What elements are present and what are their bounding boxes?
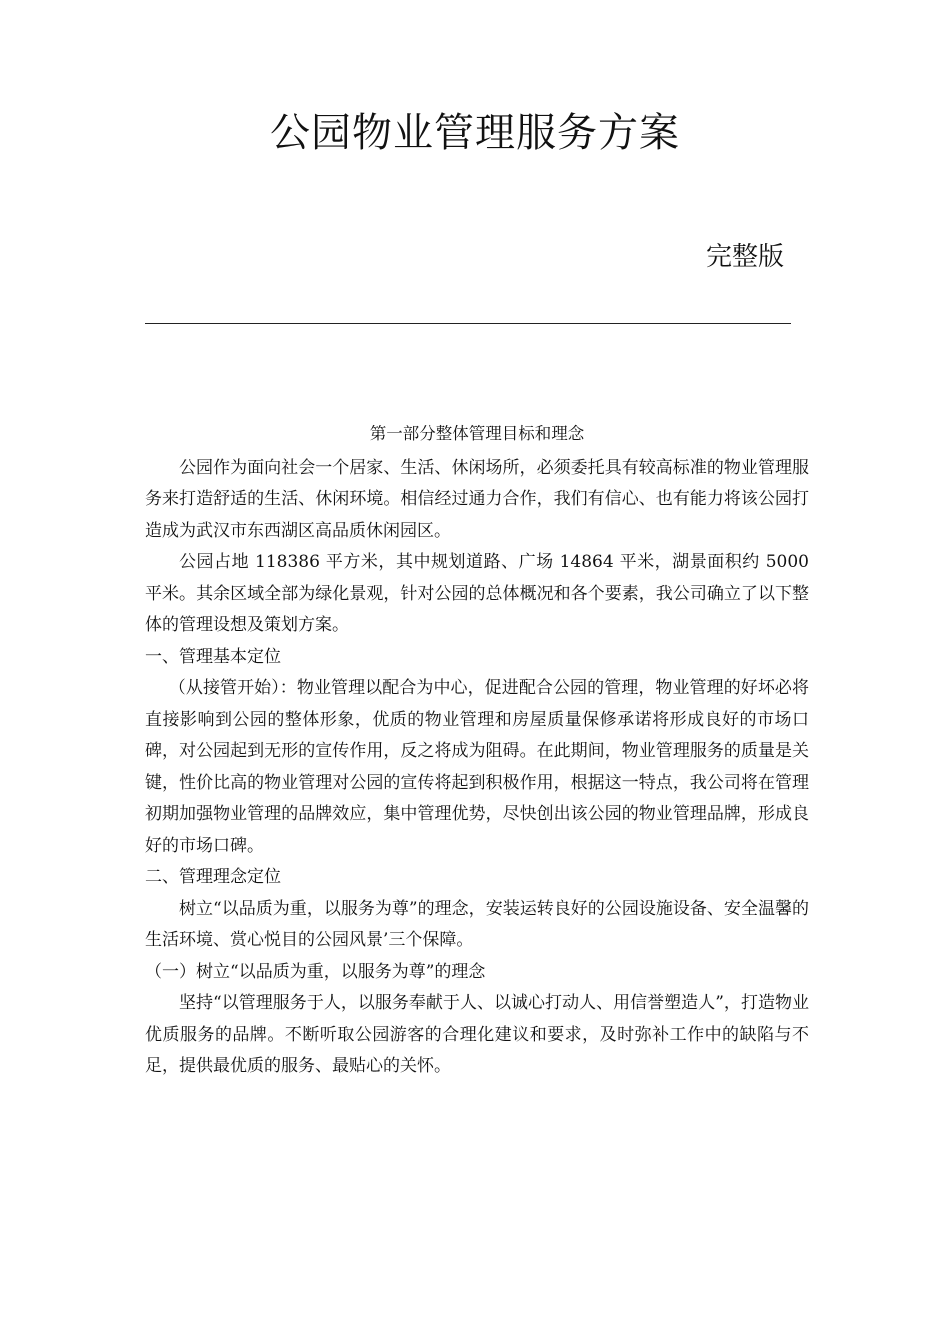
paragraph-4: 树立“以品质为重，以服务为尊”的理念，安装运转良好的公园设施设备、安全温馨的生活环境、赏心悦目的公园风景’三个保障。 — [145, 898, 809, 950]
section-heading-2: 二、管理理念定位 — [145, 867, 281, 887]
document-title: 公园物业管理服务方案 — [270, 110, 680, 156]
section-heading-1: 一、管理基本定位 — [145, 646, 281, 667]
title-divider — [145, 323, 791, 324]
document-subtitle: 完整版 — [706, 242, 785, 272]
subsection-heading-1: （一）树立“以品质为重，以服务为尊”的理念 — [145, 961, 486, 982]
paragraph-1: 公园作为面向社会一个居家、生活、休闲场所，必须委托具有较高标准的物业管理服务来打造舒适的生活、休闲环境。相信经过通力合作，我们有信心、也有能力将该公园打造成为武汉市东西湖区高品质休闲园区。 — [145, 457, 809, 541]
document-body — [145, 418, 809, 1083]
paragraph-3: （从接管开始）：物业管理以配合为中心，促进配合公园的管理，物业管理的好坏必将直接影响到公园的整体形象，优质的物业管理和房屋质量保修承诺将形成良好的市场口碑，对公园起到无形的宣传作用，反之将成为阻碍。在此期间，物业管理服务的质量是关键，性价比高的物业管理对公园的宣传将起到积极作用，根据这一特点，我公司将在管理初期加强物业管理的品牌效应，集中管理优势，尽快创出该公园的物业管理品牌，形成良好的市场口碑。 — [145, 678, 809, 856]
paragraph-5: 坚持“以管理服务于人，以服务奉献于人、以诚心打动人、用信誉塑造人”，打造物业优质服务的品牌。不断听取公园游客的合理化建议和要求，及时弥补工作中的缺陷与不足，提供最优质的服务、最贴心的关怀。 — [145, 993, 809, 1076]
paragraph-2: 公园占地 118386 平方米，其中规划道路、广场 14864 平米，湖景面积约 5000 平米。其余区域全部为绿化景观，针对公园的总体概况和各个要素，我公司确立了以下整体的管理设想及策划方案。 — [145, 552, 809, 635]
part-heading: 第一部分整体管理目标和理念 — [369, 424, 585, 443]
